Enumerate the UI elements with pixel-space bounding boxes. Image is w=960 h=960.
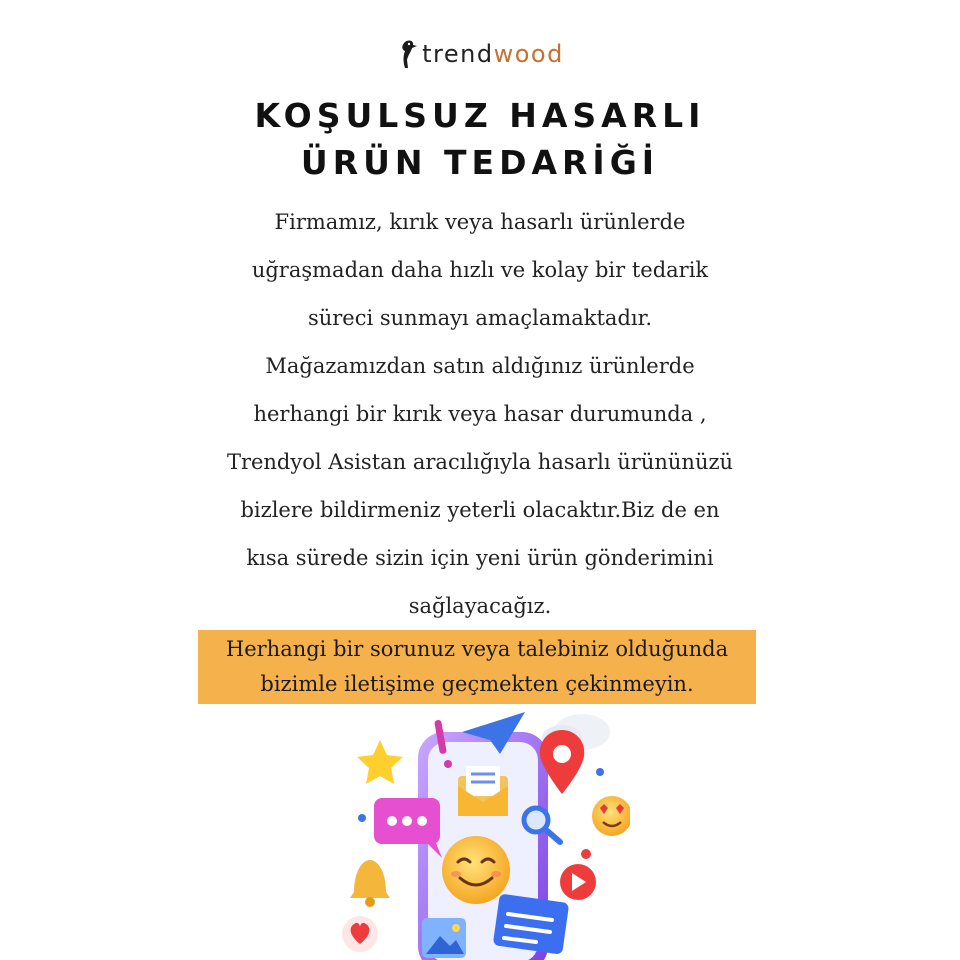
decor-dot-icon: [358, 814, 366, 822]
body-line: süreci sunmayı amaçlamaktadır.: [307, 306, 653, 330]
body-line: herhangi bir kırık veya hasar durumunda ,: [253, 402, 707, 426]
heart-eyes-emoji-icon: [592, 796, 630, 836]
brand-logo: [0, 38, 960, 70]
image-icon: [422, 918, 466, 958]
body-line: Trendyol Asistan aracılığıyla hasarlı ürününüzü: [226, 450, 734, 474]
play-button-icon: [560, 864, 596, 900]
smiling-emoji-icon: [442, 836, 510, 904]
brand-name-wood: wood: [493, 40, 564, 68]
body-line: sağlayacağız.: [408, 594, 552, 618]
body-line: uğraşmadan daha hızlı ve kolay bir tedarik: [251, 258, 709, 282]
bell-icon: [350, 860, 390, 907]
page-title: [0, 92, 960, 186]
woodpecker-logo-icon: [396, 38, 418, 70]
social-media-illustration: [310, 702, 630, 960]
title-line-2: ÜRÜN TEDARİĞİ: [300, 143, 660, 182]
body-line: kısa sürede sizin için yeni ürün gönderimini: [246, 546, 714, 570]
body-line: Firmamız, kırık veya hasarlı ürünlerde: [274, 210, 686, 234]
body-paragraph: [0, 198, 960, 630]
decor-dot-icon: [596, 768, 604, 776]
banner-line-2: bizimle iletişime geçmekten çekinmeyin.: [260, 672, 694, 696]
star-icon: [357, 740, 403, 784]
contact-banner: [198, 630, 756, 704]
message-icon: [493, 894, 570, 955]
brand-name-trend: trend: [422, 40, 494, 68]
body-line: bizlere bildirmeniz yeterli olacaktır.Biz de en: [240, 498, 720, 522]
body-line: Mağazamızdan satın aldığınız ürünlerde: [265, 354, 695, 378]
decor-dot-icon: [581, 849, 591, 859]
title-line-1: KOŞULSUZ HASARLI: [254, 96, 706, 135]
heart-icon: [342, 916, 378, 952]
banner-line-1: Herhangi bir sorunuz veya talebiniz olduğunda: [225, 637, 729, 661]
